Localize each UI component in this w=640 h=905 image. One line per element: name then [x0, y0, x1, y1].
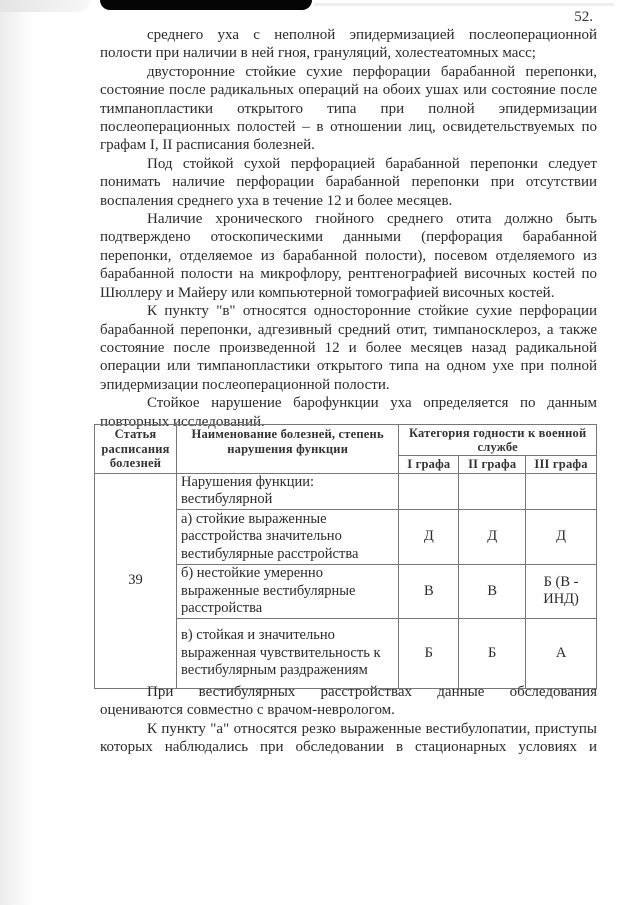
body-text-top: [100, 26, 597, 431]
page-number: 52.: [574, 9, 593, 25]
row-graph-3: Д: [526, 509, 597, 564]
paragraph-7: При вестибулярных расстройствах данные обследования оцениваются совместно с врачом-неврологом.: [100, 684, 597, 719]
row-graph-2: В: [459, 564, 526, 618]
row-description: б) нестойкие умеренно выраженные вестибулярные расстройства: [176, 564, 398, 618]
paragraph-6: Стойкое нарушение барофункции уха определяется по данным повторных исследований.: [100, 395, 597, 430]
scan-shadow-top: [0, 0, 90, 12]
header-graph-3: III графа: [526, 456, 597, 474]
row-description: Нарушения функции: вестибулярной: [176, 474, 398, 510]
bleed-through-line: [314, 3, 614, 6]
row-graph-3: [526, 474, 597, 510]
row-graph-2: Д: [459, 509, 526, 564]
row-graph-1: Б: [399, 618, 459, 688]
row-description: а) стойкие выраженные расстройства значительно вестибулярные расстройства: [176, 509, 398, 564]
paragraph-3: Под стойкой сухой перфорацией барабанной перепонки следует понимать наличие перфорации барабанной перепонки при отсутствии воспаления среднего уха в течение 12 и более месяцев.: [100, 155, 597, 209]
row-graph-2: [459, 474, 526, 510]
disease-schedule-table: [94, 424, 597, 689]
row-description: в) стойкая и значительно выраженная чувствительность к вестибулярным раздражениям: [176, 618, 398, 688]
paragraph-4: Наличие хронического гнойного среднего отита должно быть подтверждено отоскопическими данными (перфорация барабанной перепонки, отделяемое из барабанной полости), посевом отделяемого из барабанной полости на микрофлору, рентгенографией височных костей по Шюллеру и Майеру или компьютерной томографией височных костей.: [100, 211, 597, 301]
header-article: Статья расписания болезней: [95, 425, 177, 474]
paragraph-2: двусторонние стойкие сухие перфорации барабанной перепонки, состояние после радикальных операций на обоих ушах или состояние после тимпанопластики открытого типа при полной эпидермизации послеоперационных полостей – в отношении лиц, освидетельствуемых по графам I, II расписания болезней.: [100, 63, 597, 154]
header-graph-1: I графа: [399, 456, 459, 474]
paragraph-1: среднего уха с неполной эпидермизацией послеоперационной полости при наличии в ней гноя, грануляций, холестеатомных масс;: [100, 27, 597, 62]
row-graph-3: Б (В - ИНД): [526, 564, 597, 618]
header-graph-2: II графа: [459, 456, 526, 474]
redaction-bar: [100, 0, 312, 10]
row-graph-1: В: [399, 564, 459, 618]
row-graph-2: Б: [459, 618, 526, 688]
body-text-bottom: [100, 683, 597, 757]
row-graph-3: А: [526, 618, 597, 688]
article-number: 39: [95, 474, 177, 689]
header-fitness-category: Категория годности к военной службе: [399, 425, 597, 456]
row-graph-1: Д: [399, 509, 459, 564]
header-disease-name: Наименование болезней, степень нарушения функции: [176, 425, 398, 474]
row-graph-1: [399, 474, 459, 510]
scan-shadow-left: [0, 0, 34, 905]
table-row: [95, 474, 597, 510]
paragraph-5: К пункту "в" относятся односторонние стойкие сухие перфорации барабанной перепонки, адгезивный средний отит, тимпаносклероз, а также состояние после произведенной 12 и более месяцев назад радикальной операции или тимпанопластики открытого типа на одном ухе при полной эпидермизации послеоперационной полости.: [100, 303, 597, 393]
paragraph-8: К пункту "а" относятся резко выраженные вестибулопатии, приступы которых наблюдались при обследовании в стационарных условиях и: [100, 720, 597, 756]
